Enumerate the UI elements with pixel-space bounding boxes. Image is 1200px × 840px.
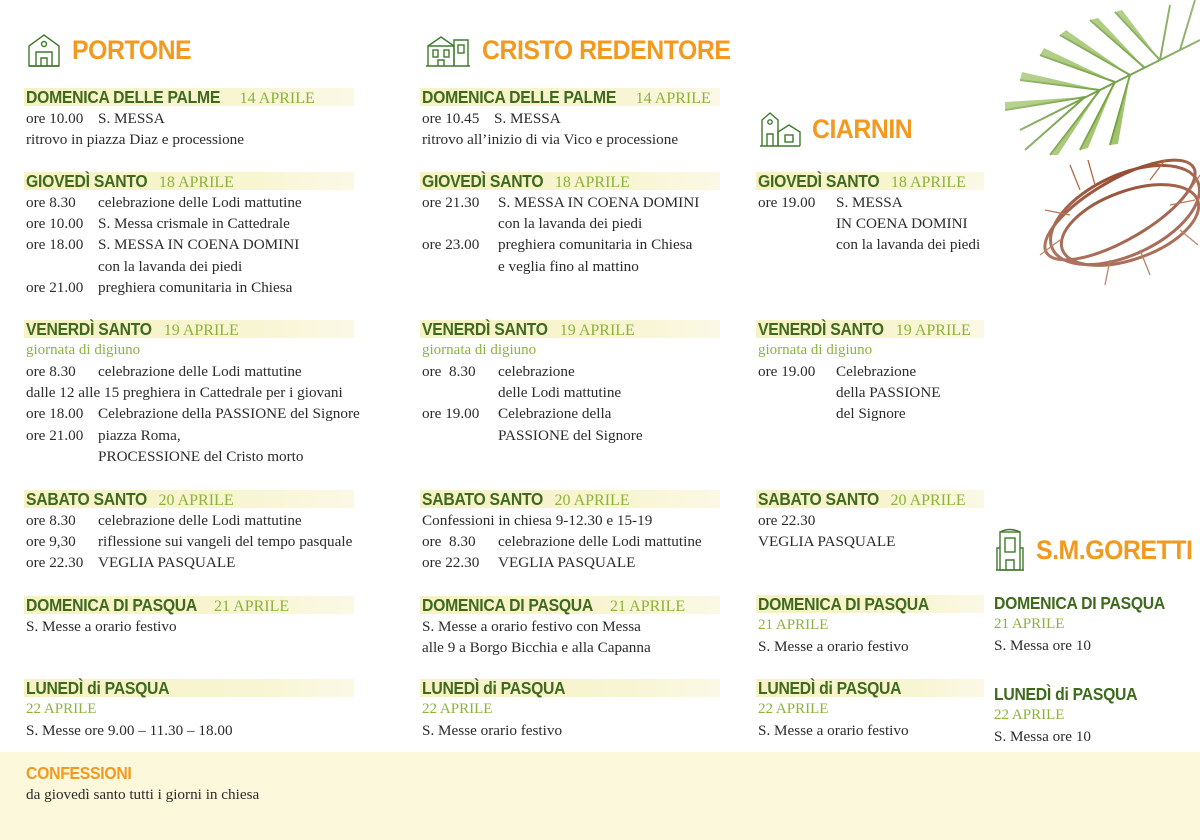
day-title: GIOVEDÌ SANTO xyxy=(26,171,148,191)
portone-pasqua xyxy=(26,594,289,637)
day-date: 18 APRILE xyxy=(550,174,630,191)
day-title: LUNEDÌ di PASQUA xyxy=(422,678,566,698)
tower-church-icon xyxy=(994,528,1026,572)
parish-cristo-redentore xyxy=(424,32,752,68)
day-date: 20 APRILE xyxy=(886,492,966,509)
schedule-line: ore 18.00 S. MESSA IN COENA DOMINI xyxy=(26,236,300,254)
day-title: DOMENICA DI PASQUA xyxy=(994,593,1166,613)
schedule-line: dalle 12 alle 15 preghiera in Cattedrale per i giovani xyxy=(26,384,343,402)
day-title: DOMENICA DI PASQUA xyxy=(758,594,930,614)
church-icon xyxy=(26,32,62,68)
schedule-line: PROCESSIONE del Cristo morto xyxy=(98,447,304,465)
parish-portone xyxy=(26,32,202,68)
day-title: SABATO SANTO xyxy=(422,489,544,509)
day-title: DOMENICA DELLE PALME xyxy=(422,87,617,107)
schedule-line: delle Lodi mattutine xyxy=(498,384,622,402)
confessioni-text: da giovedì santo tutti i giorni in chiesa xyxy=(26,786,260,803)
parish-name: PORTONE xyxy=(72,34,192,65)
schedule-line: ore 19.00 Celebrazione della xyxy=(422,405,612,423)
day-date: 18 APRILE xyxy=(886,174,966,191)
fast-day-note: giornata di digiuno xyxy=(758,342,873,358)
schedule-line: con la lavanda dei piedi xyxy=(98,257,243,275)
schedule-line: ore 8.30 celebrazione delle Lodi mattutine xyxy=(26,194,302,211)
day-title: LUNEDÌ di PASQUA xyxy=(26,678,170,698)
portone-giovedi xyxy=(26,170,302,298)
portone-sabato xyxy=(26,488,352,574)
ciarnin-giovedi xyxy=(758,170,980,256)
cristo-giovedi xyxy=(422,170,699,277)
day-date: 19 APRILE xyxy=(555,322,635,339)
day-title: DOMENICA DI PASQUA xyxy=(422,595,594,615)
ciarnin-sabato xyxy=(758,488,966,552)
schedule-line: ore 22.30 VEGLIA PASQUALE xyxy=(422,554,636,572)
schedule-line: ore 8.30 celebrazione delle Lodi mattutine xyxy=(26,512,302,529)
schedule-line: ritrovo all’inizio di via Vico e processione xyxy=(422,131,679,149)
goretti-lunedi xyxy=(994,683,1153,747)
schedule-line: S. Messe a orario festivo con Messa xyxy=(422,618,641,635)
fast-day-note: giornata di digiuno xyxy=(422,342,537,358)
schedule-line: ore 21.00 preghiera comunitaria in Chiesa xyxy=(26,278,293,296)
schedule-line: ore 19.00 Celebrazione xyxy=(758,363,917,380)
day-title: GIOVEDÌ SANTO xyxy=(758,171,880,191)
schedule-line: ore 18.00 Celebrazione della PASSIONE del Signore xyxy=(26,405,360,423)
parish-goretti xyxy=(994,528,1200,572)
day-date: 21 APRILE xyxy=(210,598,290,615)
cristo-lunedi xyxy=(422,677,581,741)
schedule-line: ore 8.30 celebrazione delle Lodi mattutine xyxy=(422,533,702,551)
cristo-sabato xyxy=(422,488,702,574)
parish-ciarnin xyxy=(758,110,921,148)
schedule-line: alle 9 a Borgo Bicchia e alla Capanna xyxy=(422,639,651,657)
day-title: DOMENICA DELLE PALME xyxy=(26,87,221,107)
parish-name: S.M.GORETTI xyxy=(1036,534,1193,565)
cristo-pasqua xyxy=(422,594,685,658)
schedule-line: ore 21.30 S. MESSA IN COENA DOMINI xyxy=(422,194,700,211)
day-title: SABATO SANTO xyxy=(758,489,880,509)
cristo-venerdi xyxy=(422,318,643,446)
day-date: 22 APRILE xyxy=(758,701,829,717)
day-date: 21 APRILE xyxy=(758,617,829,633)
day-date: 22 APRILE xyxy=(26,701,97,717)
day-date: 22 APRILE xyxy=(994,707,1065,723)
day-date: 18 APRILE xyxy=(154,174,234,191)
schedule-line: ore 10.00 S. Messa crismale in Cattedrale xyxy=(26,215,290,233)
day-date: 14 APRILE xyxy=(631,90,711,107)
confessioni-title: CONFESSIONI xyxy=(26,763,132,783)
portone-venerdi xyxy=(26,318,360,467)
schedule-line: con la lavanda dei piedi xyxy=(498,215,643,233)
schedule-line: S. Messe ore 9.00 – 11.30 – 18.00 xyxy=(26,722,233,739)
ciarnin-lunedi xyxy=(758,677,917,741)
schedule-line: ore 21.00 piazza Roma, xyxy=(26,426,181,444)
day-date: 21 APRILE xyxy=(606,598,686,615)
schedule-line: ore 9,30 riflessione sui vangeli del tempo pasquale xyxy=(26,533,353,551)
portone-confessioni xyxy=(26,762,259,805)
schedule-line: VEGLIA PASQUALE xyxy=(758,533,896,551)
day-date: 19 APRILE xyxy=(891,322,971,339)
schedule-line: del Signore xyxy=(836,405,906,423)
portone-palme xyxy=(26,86,315,150)
goretti-pasqua xyxy=(994,592,1184,656)
day-date: 20 APRILE xyxy=(550,492,630,509)
parish-name: CIARNIN xyxy=(812,113,913,144)
day-title: LUNEDÌ di PASQUA xyxy=(994,684,1138,704)
schedule-line: ore 23.00 preghiera comunitaria in Chiesa xyxy=(422,236,693,254)
day-title: GIOVEDÌ SANTO xyxy=(422,171,544,191)
ciarnin-pasqua xyxy=(758,593,948,657)
chapel-icon xyxy=(758,110,802,148)
day-date: 21 APRILE xyxy=(994,616,1065,632)
schedule-line: IN COENA DOMINI xyxy=(836,215,968,233)
schedule-line: S. Messa ore 10 xyxy=(994,728,1092,745)
schedule-line: S. Messe a orario festivo xyxy=(758,638,909,655)
day-date: 14 APRILE xyxy=(235,90,315,107)
schedule-line: ore 22.30 xyxy=(758,512,816,529)
schedule-line: ore 19.00 S. MESSA xyxy=(758,194,903,211)
day-title: VENERDÌ SANTO xyxy=(422,319,548,339)
schedule-line: S. Messe orario festivo xyxy=(422,722,563,739)
day-date: 20 APRILE xyxy=(154,492,234,509)
day-title: LUNEDÌ di PASQUA xyxy=(758,678,902,698)
schedule-line: ore 8.30 celebrazione xyxy=(422,363,575,380)
church-building-icon xyxy=(424,32,472,68)
ciarnin-venerdi xyxy=(758,318,971,425)
schedule-line: ore 10.00 S. MESSA xyxy=(26,110,165,127)
schedule-line: S. Messe a orario festivo xyxy=(758,722,909,739)
portone-lunedi xyxy=(26,677,233,741)
day-title: SABATO SANTO xyxy=(26,489,148,509)
schedule-line: della PASSIONE xyxy=(836,384,941,402)
schedule-line: ritrovo in piazza Diaz e processione xyxy=(26,131,245,149)
day-date: 19 APRILE xyxy=(159,322,239,339)
schedule-line: S. Messa ore 10 xyxy=(994,637,1092,654)
schedule-line: ore 10.45 S. MESSA xyxy=(422,110,561,127)
fast-day-note: giornata di digiuno xyxy=(26,342,141,358)
parish-name: CRISTO REDENTORE xyxy=(482,34,731,65)
day-title: VENERDÌ SANTO xyxy=(26,319,152,339)
schedule-line: ore 8.30 celebrazione delle Lodi mattutine xyxy=(26,363,302,380)
schedule-line: ore 22.30 VEGLIA PASQUALE xyxy=(26,554,236,572)
schedule-line: con la lavanda dei piedi xyxy=(836,236,981,254)
cristo-palme xyxy=(422,86,711,150)
schedule-line: S. Messe a orario festivo xyxy=(26,618,177,635)
day-title: VENERDÌ SANTO xyxy=(758,319,884,339)
day-title: DOMENICA DI PASQUA xyxy=(26,595,198,615)
day-date: 22 APRILE xyxy=(422,701,493,717)
schedule-line: PASSIONE del Signore xyxy=(498,426,643,444)
schedule-line: e veglia fino al mattino xyxy=(498,257,639,275)
schedule-line: Confessioni in chiesa 9-12.30 e 15-19 xyxy=(422,512,653,529)
